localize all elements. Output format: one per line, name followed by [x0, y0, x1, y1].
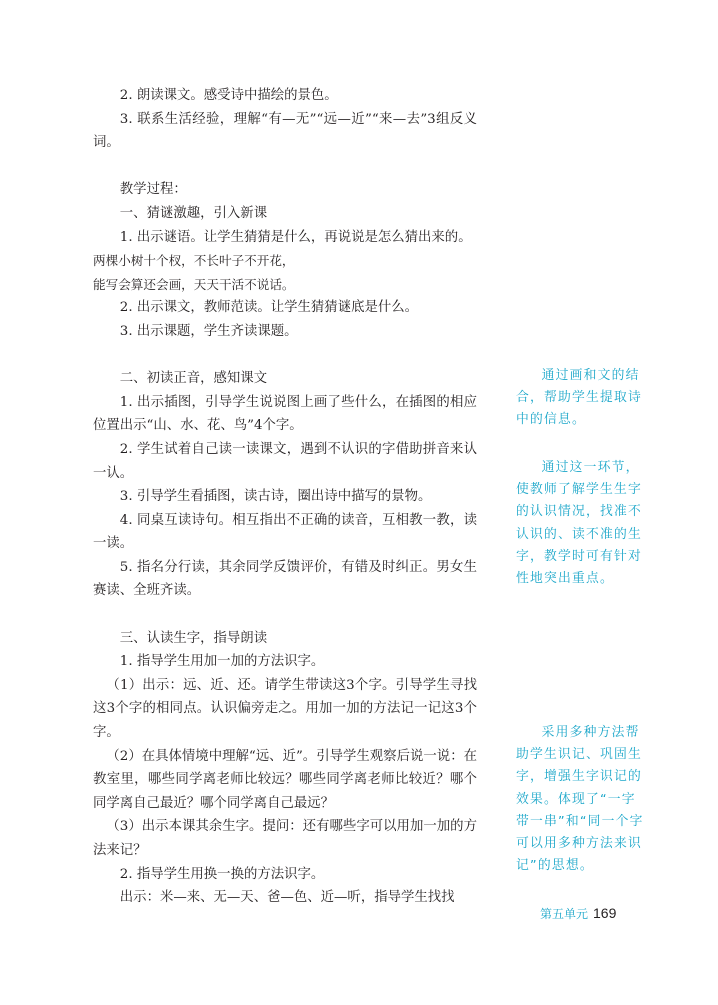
step-3-2: 2. 指导学生用换一换的方法识字。 [119, 866, 325, 882]
objective-2: 2. 朗读课文。感受诗中描绘的景色。 [119, 88, 338, 103]
step-3-1-b: （2）在具体情境中理解“远、近”。引导学生观察后说一说：在教室里，哪些同学离老师比较远？哪些同学离老师比较近？哪个同学离自己最近？哪个同学离自己最远？ [93, 748, 477, 811]
process-heading: 教学过程： [119, 182, 187, 198]
step-1-3: 3. 出示课题，学生齐读课题。 [119, 323, 298, 339]
unit-label: 第五单元 [540, 907, 589, 921]
step-2-5: 5. 指名分行读，其余同学反馈评价，有错及时纠正。男女生赛读、全班齐读。 [93, 559, 477, 599]
side-note-text: 采用多种方法帮助学生识记、巩固生字，增强生字识记的效果。体现了“一字带一串”和“同一个字可以用多种方法来识记”的思想。 [516, 725, 644, 874]
page-number: 169 [593, 905, 617, 921]
side-note-text: 通过画和文的结合，帮助学生提取诗中的信息。 [516, 368, 642, 428]
riddle-line-1: 两棵小树十个杈，不长叶子不开花， [93, 253, 295, 269]
side-note-1 [516, 365, 646, 432]
section-3-heading: 三、认读生字，指导朗读 [119, 630, 268, 646]
step-1-1: 1. 出示谜语。让学生猜猜是什么，再说说是怎么猜出来的。 [119, 229, 472, 245]
step-3-2-text: 出示：米—来、无—天、爸—色、近—听，指导学生找找 [119, 890, 455, 906]
step-2-2: 2. 学生试着自己读一读课文，遇到不认识的字借助拼音来认一认。 [93, 441, 477, 481]
step-2-4: 4. 同桌互读诗句。相互指出不正确的读音，互相教一教，读一读。 [93, 512, 477, 552]
step-3-1: 1. 指导学生用加一加的方法识字。 [119, 654, 325, 670]
riddle-line-2: 能写会算还会画，天天干活不说话。 [93, 276, 295, 292]
objective-3: 3. 联系生活经验，理解“有—无”“远—近”“来—去”3组反义词。 [93, 111, 477, 151]
page-footer [540, 905, 616, 922]
step-2-3: 3. 引导学生看插图，读古诗，圈出诗中描写的景物。 [119, 489, 432, 505]
step-3-1-a: （1）出示：远、近、还。请学生带读这3个字。引导学生寻找这3个字的相同点。认识偏旁走之。用加一加的方法记一记这3个字。 [93, 677, 477, 741]
step-1-2: 2. 出示课文，教师范读。让学生猜猜谜底是什么。 [119, 300, 419, 316]
side-note-text: 通过这一环节，使教师了解学生生字的认识情况，找准不认识的、读不准的生字，教学时可有针对性地突出重点。 [516, 460, 642, 587]
spacer [93, 344, 477, 368]
section-1-heading: 一、猜谜激趣，引入新课 [119, 205, 268, 221]
spacer [93, 155, 477, 179]
section-2-heading: 二、初读正音，感知课文 [119, 371, 268, 387]
side-note-3 [516, 722, 646, 877]
side-note-2 [516, 457, 646, 590]
main-text [93, 84, 477, 910]
step-3-1-c: （3）出示本课其余生字。提问：还有哪些字可以用加一加的方法来记？ [93, 819, 477, 858]
spacer [93, 603, 477, 627]
step-2-1: 1. 出示插图，引导学生说说图上画了些什么，在插图的相应位置出示“山、水、花、鸟”4个字。 [93, 394, 477, 434]
